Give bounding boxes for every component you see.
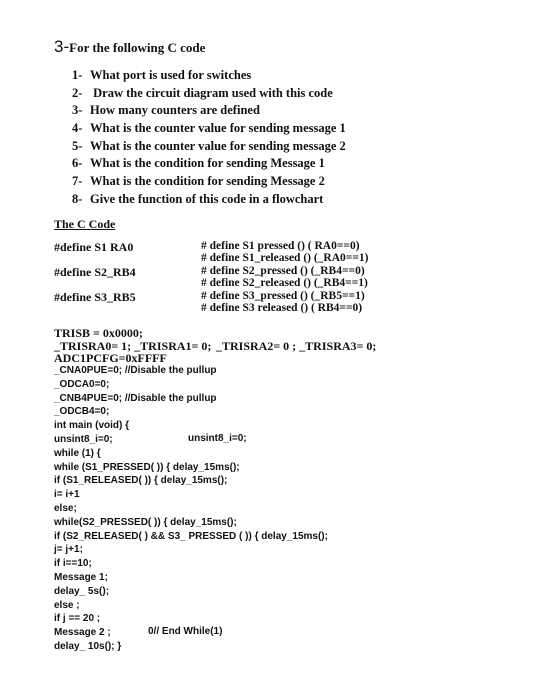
- question-heading: [54, 37, 205, 57]
- question-item: 7- What is the condition for sending Message 2: [72, 174, 325, 189]
- define-macro: # define S2_released () (_RB4==1): [201, 277, 368, 290]
- code-line: if j == 20 ;: [54, 613, 101, 625]
- code-block: [54, 364, 328, 654]
- define-macro: # define S3_pressed () (_RB5==1): [201, 289, 365, 302]
- code-line: else ;: [54, 599, 80, 611]
- define-macro: # define S3 released () ( RB4==0): [201, 301, 363, 314]
- question-list: [72, 67, 346, 209]
- code-line: _ODCA0=0;: [54, 378, 110, 390]
- define-line: #define S3_RB5: [54, 290, 136, 304]
- code-line: while (1) {: [54, 447, 101, 459]
- define-macro: # define S1 pressed () ( RA0==0): [201, 240, 360, 252]
- question-item: 4- What is the counter value for sending message 1: [72, 121, 346, 136]
- code-line: if i==10;: [54, 558, 92, 570]
- question-item: 2- Draw the circuit diagram used with this code: [72, 85, 333, 100]
- question-item: 6- What is the condition for sending Message 1: [72, 156, 325, 171]
- code-line: Message 1;: [54, 571, 108, 583]
- question-item: 1- What port is used for switches: [72, 68, 252, 82]
- code-line: _CNA0PUE=0; //Disable the pullup: [54, 365, 217, 376]
- code-line: if (S2_RELEASED( ) && S3_ PRESSED ( )) { delay_15ms();: [54, 530, 328, 542]
- code-title: The C Code: [54, 217, 116, 231]
- define-macro: # define S2_pressed () (_RB4==0): [201, 264, 365, 277]
- code-line: unsint8_i=0;: [54, 433, 113, 445]
- code-line: int main (void) {: [54, 420, 129, 432]
- code-line: i= i+1: [54, 489, 80, 501]
- question-item: 8- Give the function of this code in a flowchart: [72, 191, 324, 206]
- trisa-line-part1: _TRISRA0= 1; _TRISRA1= 0;: [54, 339, 212, 353]
- defines-right: [201, 240, 368, 314]
- adcfg-line: ADC1PCFG=0xFFFF: [54, 351, 167, 365]
- code-line: delay_ 5s();: [54, 585, 110, 597]
- trisa-line-part2: _TRISRA2= 0 ; _TRISRA3= 0;: [216, 339, 377, 353]
- code-line: Message 2 ;: [54, 627, 111, 639]
- heading-text: For the following C code: [69, 40, 206, 55]
- question-item: 5- What is the counter value for sending message 2: [72, 138, 346, 153]
- question-item: 3- How many counters are defined: [72, 103, 260, 118]
- code-line: while(S2_PRESSED( )) { delay_15ms();: [54, 516, 237, 528]
- end-while-comment: 0// End While(1): [148, 626, 223, 637]
- code-line: delay_ 10s(); }: [54, 640, 122, 652]
- code-line: _CNB4PUE=0; //Disable the pullup: [54, 392, 217, 404]
- code-line: _ODCB4=0;: [54, 406, 110, 418]
- unsint8-j-line: unsint8_i=0;: [188, 433, 247, 444]
- code-line: if (S1_RELEASED( )) { delay_15ms();: [54, 475, 228, 487]
- define-macro: # define S1_released () (_RA0==1): [201, 252, 369, 265]
- heading-number: 3-: [54, 37, 70, 56]
- code-line: while (S1_PRESSED( )) { delay_15ms();: [54, 461, 240, 473]
- define-line: #define S1 RA0: [54, 240, 134, 254]
- trisb-line: TRISB = 0x0000;: [54, 326, 143, 340]
- code-line: else;: [54, 502, 77, 514]
- code-line: j= j+1;: [54, 544, 83, 556]
- define-line: #define S2_RB4: [54, 265, 136, 279]
